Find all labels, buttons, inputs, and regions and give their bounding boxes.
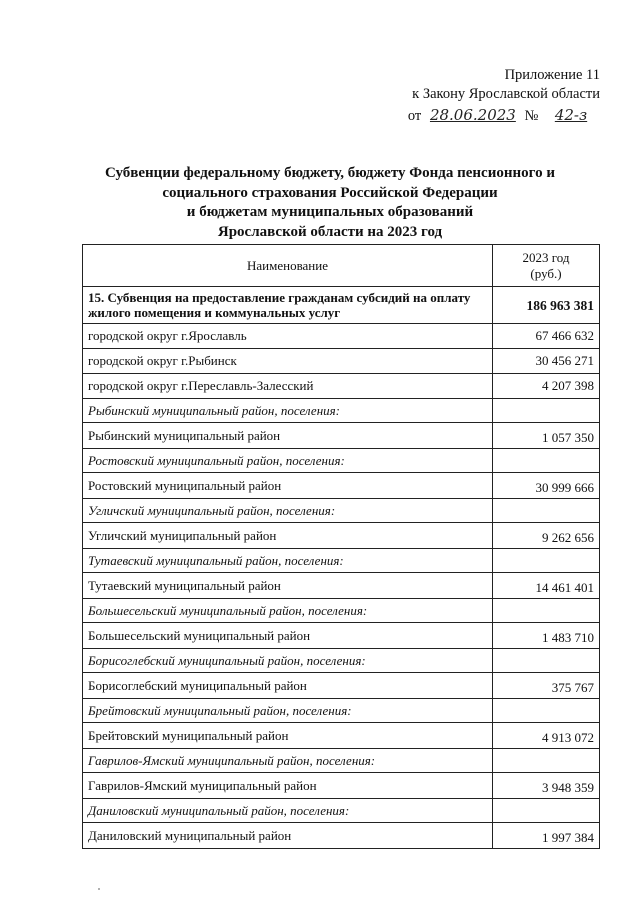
title-line-1: Субвенции федеральному бюджету, бюджету Фонда пенсионного и — [105, 165, 555, 181]
row-name: Большесельский муниципальный район — [83, 623, 493, 649]
row-name: Борисоглебский муниципальный район, поселения: — [83, 649, 493, 673]
row-amount: 375 767 — [493, 673, 600, 699]
row-amount — [493, 599, 600, 623]
scan-speck — [98, 888, 100, 890]
row-name: Даниловский муниципальный район, поселения: — [83, 799, 493, 823]
row-name: Угличский муниципальный район — [83, 523, 493, 549]
district-subheading-row — [83, 449, 600, 473]
row-amount: 67 466 632 — [493, 324, 600, 349]
table-row — [83, 374, 600, 399]
table-row — [83, 324, 600, 349]
row-name: Брейтовский муниципальный район, поселения: — [83, 699, 493, 723]
row-name: Гаврилов-Ямский муниципальный район — [83, 773, 493, 799]
row-amount — [493, 699, 600, 723]
date-prefix: от — [407, 108, 422, 124]
column-header-year: 2023 год — [522, 249, 570, 265]
table-row — [83, 473, 600, 499]
table-row — [83, 423, 600, 449]
table-row — [83, 523, 600, 549]
row-amount — [493, 499, 600, 523]
row-amount — [493, 649, 600, 673]
district-subheading-row — [83, 599, 600, 623]
row-amount: 4 207 398 — [493, 374, 600, 399]
row-name: Даниловский муниципальный район — [83, 823, 493, 849]
row-amount — [493, 399, 600, 423]
row-name: Угличский муниципальный район, поселения: — [83, 499, 493, 523]
row-name: Ростовский муниципальный район, поселения: — [83, 449, 493, 473]
row-amount — [493, 799, 600, 823]
table-row — [83, 573, 600, 599]
column-header-unit: (руб.) — [530, 265, 562, 281]
row-amount: 3 948 359 — [493, 773, 600, 799]
number-sign: № — [524, 108, 539, 124]
row-name: Гаврилов-Ямский муниципальный район, поселения: — [83, 749, 493, 773]
row-name: городской округ г.Рыбинск — [83, 349, 493, 374]
handwritten-law-number: 42-з — [554, 106, 588, 124]
law-date-number-line — [408, 106, 600, 126]
row-amount — [493, 449, 600, 473]
row-amount — [493, 549, 600, 573]
district-subheading-row — [83, 499, 600, 523]
table-row — [83, 823, 600, 849]
district-subheading-row — [83, 549, 600, 573]
row-name: Ростовский муниципальный район — [83, 473, 493, 499]
document-title — [60, 164, 600, 242]
row-amount — [493, 749, 600, 773]
row-name: городской округ г.Ярославль — [83, 324, 493, 349]
row-name: Большесельский муниципальный район, поселения: — [83, 599, 493, 623]
row-amount: 1 057 350 — [493, 423, 600, 449]
row-amount: 30 456 271 — [493, 349, 600, 374]
row-name: Тутаевский муниципальный район, поселения: — [83, 549, 493, 573]
appendix-header — [408, 66, 600, 126]
row-name: Тутаевский муниципальный район — [83, 573, 493, 599]
row-amount: 1 997 384 — [493, 823, 600, 849]
subvention-name: 15. Субвенция на предоставление гражданам субсидий на оплату жилого помещения и коммунальных услуг — [83, 287, 493, 324]
law-reference: к Закону Ярославской области — [412, 86, 600, 102]
row-amount: 1 483 710 — [493, 623, 600, 649]
row-name: Борисоглебский муниципальный район — [83, 673, 493, 699]
row-amount: 9 262 656 — [493, 523, 600, 549]
title-line-2: социального страхования Российской Федерации — [162, 184, 498, 201]
handwritten-date: 28.06.2023 — [429, 106, 516, 124]
row-name: Рыбинский муниципальный район — [83, 423, 493, 449]
column-header-amount — [493, 245, 600, 287]
row-amount: 14 461 401 — [493, 573, 600, 599]
subvention-table — [82, 244, 600, 849]
table-header-row — [83, 245, 600, 287]
row-name: Брейтовский муниципальный район — [83, 723, 493, 749]
table-row — [83, 623, 600, 649]
column-header-name: Наименование — [83, 245, 493, 287]
table-row — [83, 349, 600, 374]
district-subheading-row — [83, 649, 600, 673]
table-row — [83, 673, 600, 699]
district-subheading-row — [83, 799, 600, 823]
table-row — [83, 773, 600, 799]
row-name: городской округ г.Переславль-Залесский — [83, 374, 493, 399]
subvention-total-row — [83, 287, 600, 324]
table-row — [83, 723, 600, 749]
appendix-label: Приложение 11 — [504, 67, 600, 83]
district-subheading-row — [83, 399, 600, 423]
district-subheading-row — [83, 749, 600, 773]
row-amount: 4 913 072 — [493, 723, 600, 749]
title-line-4: Ярославской области на 2023 год — [217, 223, 443, 240]
row-name: Рыбинский муниципальный район, поселения: — [83, 399, 493, 423]
row-amount: 30 999 666 — [493, 473, 600, 499]
subvention-total-amount: 186 963 381 — [493, 287, 600, 324]
district-subheading-row — [83, 699, 600, 723]
title-line-3: и бюджетам муниципальных образований — [186, 204, 474, 220]
